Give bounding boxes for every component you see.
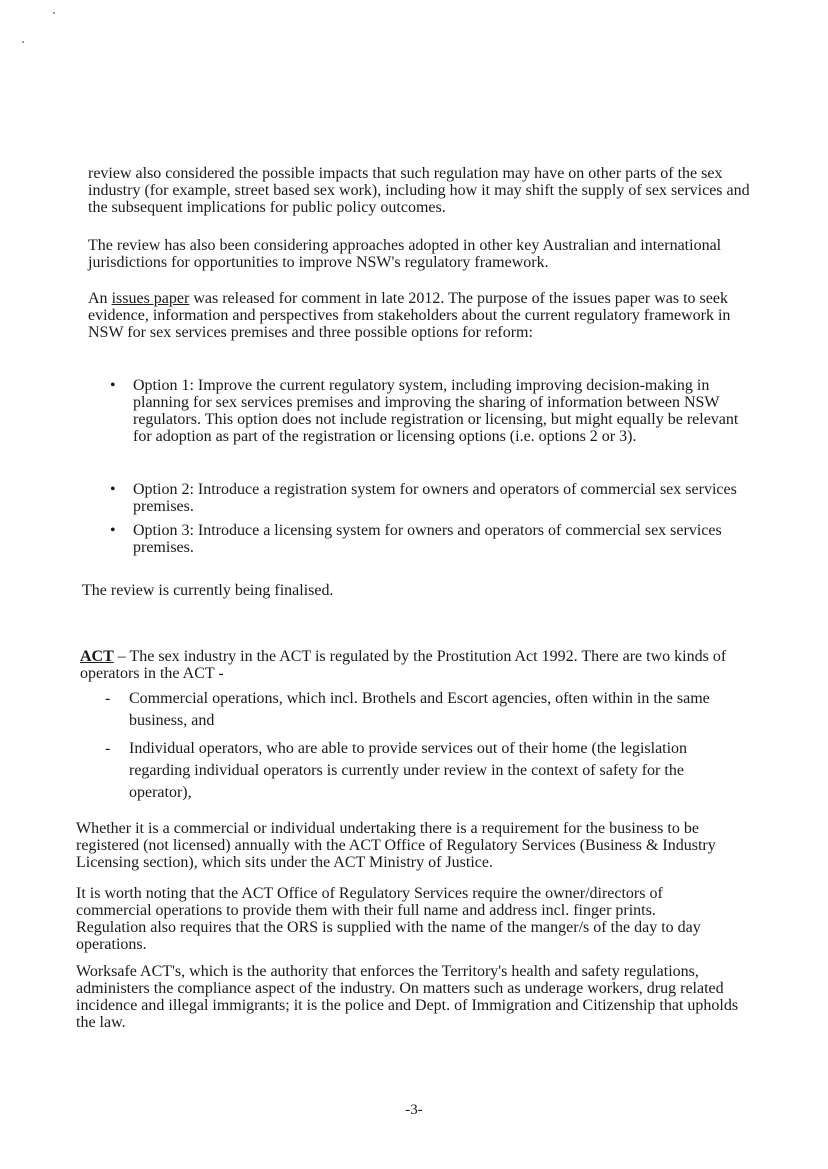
paragraph-act-intro	[80, 648, 740, 682]
issues-paper-link[interactable]: issues paper	[111, 290, 190, 307]
bullet-icon: •	[110, 377, 116, 394]
bullet-icon: •	[110, 522, 116, 539]
scan-speck	[53, 12, 55, 14]
paragraph-issues-paper	[88, 290, 756, 341]
paragraph-manager-requirement: Regulation also requires that the ORS is supplied with the name of the manger/s of the day to day operations.	[76, 919, 701, 953]
commercial-text: Commercial operations, which incl. Brothels and Escort agencies, often within in the same business, and	[129, 690, 710, 729]
paragraph-review-status: The review is currently being finalised.	[82, 582, 334, 599]
option-1-text: Option 1: Improve the current regulatory system, including improving decision-making in planning for sex services premises and improving the sharing of information between NSW regulators. This option does not include registration or licensing, but might equally be relevant for adoption as part of the registration or licensing options (i.e. options 2 or 3).	[133, 377, 739, 445]
list-item-option-1	[110, 377, 753, 445]
option-3-text: Option 3: Introduce a licensing system for owners and operators of commercial sex services premises.	[133, 522, 722, 556]
dash-icon: -	[105, 740, 111, 757]
paragraph-worksafe: Worksafe ACT's, which is the authority that enforces the Territory's health and safety regulations, administers the compliance aspect of the industry. On matters such as underage workers, drug related incidence and illegal immigrants; it is the police and Dept. of Immigration and Citizenship that upholds the law.	[76, 963, 739, 1031]
act-heading: ACT	[80, 648, 114, 665]
bullet-icon: •	[110, 481, 116, 498]
list-item-option-2	[110, 481, 753, 515]
issues-paper-text: was released for comment in late 2012. The purpose of the issues paper was to seek evidence, information and perspectives from stakeholders about the current regulatory framework in NSW for sex services premises and three possible options for reform:	[88, 290, 731, 341]
page-number: -3-	[405, 1102, 423, 1118]
list-item-individual	[105, 738, 739, 804]
list-item-option-3	[110, 522, 753, 556]
paragraph-review-impacts: review also considered the possible impacts that such regulation may have on other parts of the sex industry (for example, street based sex work), including how it may shift the supply of sex services and the subsequent implications for public policy outcomes.	[88, 165, 750, 216]
issues-paper-prefix: An	[88, 290, 112, 307]
paragraph-ors-requirement: It is worth noting that the ACT Office of Regulatory Services require the owner/directors of commercial operations to provide them with their full name and address incl. finger prints.	[76, 885, 663, 919]
dash-icon: -	[105, 690, 111, 707]
list-item-commercial	[105, 688, 739, 732]
option-2-text: Option 2: Introduce a registration system for owners and operators of commercial sex services premises.	[133, 481, 737, 515]
scan-speck	[22, 41, 24, 43]
paragraph-review-approaches: The review has also been considering approaches adopted in other key Australian and international jurisdictions for opportunities to improve NSW's regulatory framework.	[88, 237, 722, 271]
act-intro-text: – The sex industry in the ACT is regulated by the Prostitution Act 1992. There are two kinds of operators in the ACT -	[80, 648, 727, 682]
paragraph-registration: Whether it is a commercial or individual undertaking there is a requirement for the business to be registered (not licensed) annually with the ACT Office of Regulatory Services (Business & Industry Licensing section), which sits under the ACT Ministry of Justice.	[76, 820, 716, 871]
individual-text: Individual operators, who are able to provide services out of their home (the legislation regarding individual operators is currently under review in the context of safety for the operator),	[129, 740, 688, 801]
